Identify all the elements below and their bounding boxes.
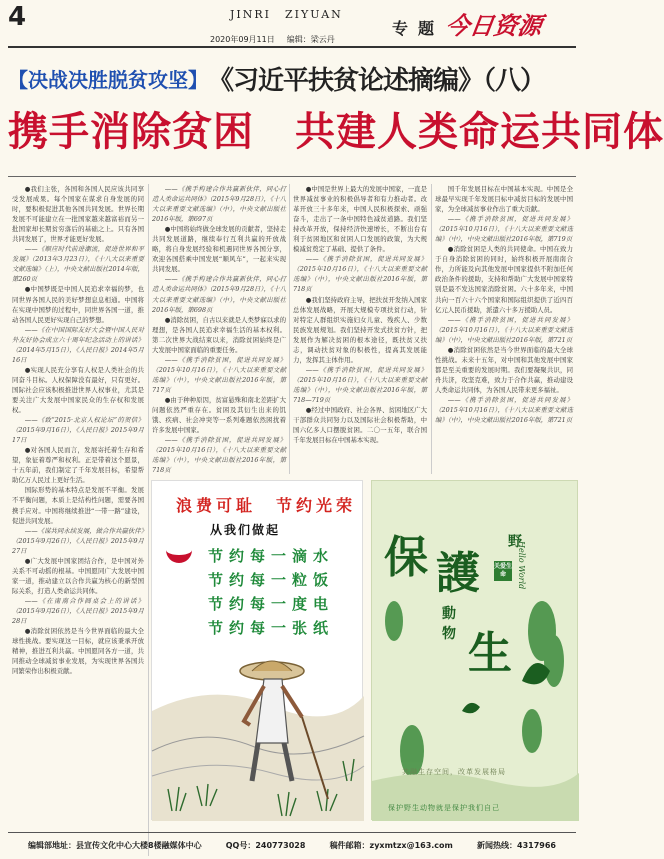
paragraph: ●经过中国政府、社会各界、贫困地区广大干部群众共同努力以及国际社会积极帮助，中国六亿多人口摆脱贫困。二〇一五年，联合国千年发展目标在中国基本实现。 [293, 406, 427, 445]
headline-rule [8, 176, 576, 177]
paragraph: ——《顺应时代前进潮流，促进世界和平发展》（2013年3月23日），《十八大以来重要文献选编》（上），中央文献出版社2014年版，第260页 [12, 245, 144, 284]
pinyin-jinri: JINRI [230, 8, 272, 21]
poster-line: 节约每一度电 [208, 595, 335, 613]
saving-poster [151, 480, 363, 820]
paragraph: ——《在中国国际友好大会暨中国人民对外友好协会成立六十周年纪念活动上的讲话》（2014年5月15日），《人民日报》2014年5月16日 [12, 325, 144, 364]
masthead-pinyin [230, 8, 357, 21]
qq-number: QQ号：240773028 [225, 840, 306, 850]
poster-caption: 共融生存空间，改革发展格局 [402, 768, 506, 776]
paragraph: 国际形势的基本特点是发展不平衡。发展不平衡问题，本质上是结构性问题，需要各国携手应对。中国将继续推进“一带一路”建设，促进共同发展。 [12, 486, 144, 525]
kicker-row [8, 58, 576, 98]
poster-char: 保 [384, 532, 428, 583]
article-column-1 [12, 184, 144, 856]
paragraph: ——《携手消除贫困，促进共同发展》（2015年10月16日），《十八大以来重要文献选编》（中），中央文献出版社2016年版，第718页 [293, 255, 427, 294]
masthead [0, 0, 584, 50]
poster-slogan: 浪费可耻 节约光荣 [176, 496, 357, 515]
paragraph: ●消除贫困依然是当今世界面临的最大全球性挑战。要实现这一目标，就应该秉承开放精神，推进互利共赢。中国愿同各方一道，共同推动全球减贫事业发展，为实现世界各国共同繁荣作出积极贡献。 [12, 627, 144, 676]
newspaper-logo: 今日资源 [443, 11, 544, 40]
submission-email: 稿件邮箱：zyxmtzx@163.com [329, 840, 453, 850]
poster-char: 護 [436, 548, 480, 599]
issue-date: 2020年09月11日 [210, 35, 275, 44]
paragraph: ●由于种种原因，贫富悬殊和南北差距扩大问题依然严重存在。贫困及其衍生出来的饥饿、疾病、社会冲突等一系列难题依然困扰着许多发展中国家。 [152, 395, 286, 435]
paragraph: ●广大发展中国家团结合作，是中国对外关系不可动摇的根基。中国愿同广大发展中国家一道，推动建立以合作共赢为核心的新型国际关系，打造人类命运共同体。 [12, 556, 144, 595]
column-divider [431, 184, 432, 474]
wildlife-poster [371, 480, 578, 820]
paragraph: ——《携手消除贫困，促进共同发展》（2015年10月16日），《十八大以来重要文献选编》（中），中央文献出版社2016年版，第721页 [435, 315, 573, 344]
poster-caption: 保护野生动物就是保护我们自己 [388, 804, 500, 812]
paragraph: ——《携手消除贫困，促进共同发展》（2015年10月16日），《十八大以来重要文献选编》（中），中央文献出版社2016年版，第719页 [435, 215, 573, 244]
editorial-address: 编辑部地址：县宣传文化中心大楼8楼融媒体中心 [28, 840, 202, 850]
poster-small-char: 物 [442, 626, 456, 642]
kicker: 【决战决胜脱贫攻坚】 [8, 67, 208, 92]
dateline [210, 34, 347, 45]
paragraph: ●中国是世界上最大的发展中国家，一直是世界减贫事业的积极倡导者和有力推动者。改革开放三十多年来，中国人民积极探索、顽强奋斗，走出了一条中国特色减贫道路。我们坚持改革开放，保持经济快速增长，不断出台有利于贫困地区和贫困人口发展的政策，为大规模减贫奠定了基础、提供了条件。 [293, 185, 427, 254]
article-column-4 [435, 184, 573, 474]
paragraph: ●消除贫困是人类的共同使命。中国在致力于自身消除贫困的同时，始终积极开展南南合作，力所能及向其他发展中国家提供不附加任何政治条件的援助，支持和帮助广大发展中国家特别是最不发达国家消除贫困。六十多年来，中国共向一百六十六个国家和国际组织提供了近四百亿元人民币援助，派遣六十多万援助人员。 [435, 245, 573, 314]
paragraph: ●消除贫困依然是当今世界面临的最大全球性挑战。未来十五年，对中国和其他发展中国家都是至关重要的发展时期。我们要凝聚共识，同舟共济，攻坚克难，致力于合作共赢，推动建设人类命运共同体，为各国人民带来更多福祉。 [435, 345, 573, 394]
paragraph: ●对各国人民而言，发展寄托着生存和希望，象征着尊严和权利。正是带着这个愿景，十五年前，我们制定了千年发展目标，希望帮助亿万人民过上更好生活。 [12, 446, 144, 485]
news-hotline: 新闻热线：4317966 [477, 840, 556, 850]
footer [8, 836, 576, 854]
page-number: 4 [8, 2, 27, 32]
paragraph: ——《携手消除贫困，促进共同发展》（2015年10月16日），《十八大以来重要文献选编》（中），中央文献出版社2016年版，第721页 [435, 395, 573, 425]
article-column-2 [152, 184, 286, 474]
paragraph: ●消除贫困，自古以来就是人类梦寐以求的理想，是各国人民追求幸福生活的基本权利。第二次世界大战结束以来，消除贫困始终是广大发展中国家面临的重要任务。 [152, 315, 286, 354]
column-divider [148, 184, 149, 856]
series-title: 《习近平扶贫论述摘编》（八） [208, 65, 546, 96]
paragraph: ——《致“2015·北京人权论坛”的贺信》（2015年9月16日），《人民日报》2015年9月17日 [12, 416, 144, 445]
article-column-3 [293, 184, 427, 474]
paragraph: ——《携手消除贫困，促进共同发展》（2015年10月16日），《十八大以来重要文献选编》（中），中央文献出版社2016年版，第718页 [152, 436, 286, 475]
headline: 携手消除贫困 共建人类命运共同体 [8, 109, 664, 155]
paragraph: ●中国将始终做全球发展的贡献者，坚持走共同发展道路，继续奉行互利共赢的开放战略，将自身发展经验和机遇同世界各国分享，欢迎各国搭乘中国发展“顺风车”，一起来实现共同发展。 [152, 225, 286, 274]
paragraph: ——《谋共同永续发展，做合作共赢伙伴》（2015年9月26日），《人民日报》2015年9月27日 [12, 526, 144, 555]
paragraph: ——《携手构建合作共赢新伙伴，同心打造人类命运共同体》（2015年9月28日），《十八大以来重要文献选编》（中），中央文献出版社2016年版，第697页 [152, 185, 286, 224]
poster-line: 节约每一粒饭 [208, 571, 335, 589]
footer-rule [8, 832, 576, 833]
paragraph: ●实现人民充分享有人权是人类社会的共同奋斗目标。人权保障没有最好，只有更好。国际社会应该积极推进世界人权事业，尤其是要关注广大发展中国家民众的生存权和发展权。 [12, 365, 144, 415]
editor-line: 编辑：梁云丹 [286, 35, 335, 44]
poster-tag: 关爱生命 [494, 561, 512, 581]
poster-subtitle: 从我们做起 [210, 523, 281, 537]
paragraph: ——《携手消除贫困，促进共同发展》（2015年10月16日），《十八大以来重要文献选编》（中），中央文献出版社2016年版，第718—719页 [293, 365, 427, 404]
paragraph: ●中国梦既是中国人民追求幸福的梦，也同世界各国人民的美好梦想息息相通。中国将在实现中国梦的过程中，同世界各国一道，推动各国人民更好实现自己的梦想。 [12, 285, 144, 324]
paragraph: ●我们坚持政府主导，把扶贫开发纳入国家总体发展战略，开展大规模专项扶贫行动，针对特定人群组织实施妇女儿童、残疾人、少数民族发展规划。我们坚持开发式扶贫方针，把发展作为解决贫困的根本途径，既扶贫又扶志，调动扶贫对象的积极性，提高其发展能力，发挥其主体作用。 [293, 295, 427, 364]
poster-line: 节约每一滴水 [208, 547, 335, 565]
paragraph: 国千年发展目标在中国基本实现。中国是全球最早实现千年发展目标中减贫目标的发展中国家，为全球减贫事业作出了重大贡献。 [435, 185, 573, 214]
paragraph: ——《在南南合作圆桌会上的讲话》（2015年9月26日），《人民日报》2015年9月28日 [12, 596, 144, 626]
poster-small-char: 動 [442, 606, 456, 622]
poster-char: 生 [468, 628, 512, 679]
pinyin-ziyuan: ZIYUAN [285, 8, 343, 21]
paragraph: ●我们主张，各国和各国人民应该共同享受发展成果。每个国家在谋求自身发展的同时，要积极促进其他各国共同发展。世界长期发展不可能建立在一批国家越来越富裕而另一批国家却长期贫穷落后的基础之上。只有各国共同发展了，世界才能更好发展。 [12, 185, 144, 244]
masthead-rule [8, 46, 576, 48]
paragraph: ——《携手消除贫困，促进共同发展》（2015年10月16日），《十八大以来重要文献选编》（中），中央文献出版社2016年版，第717页 [152, 355, 286, 394]
paragraph: ——《携手构建合作共赢新伙伴，同心打造人类命运共同体》（2015年9月28日），《十八大以来重要文献选编》（中），中央文献出版社2016年版，第698页 [152, 275, 286, 314]
column-divider [289, 184, 290, 474]
poster-small-char: 野 [508, 534, 522, 550]
poster-line: 节约每一张纸 [208, 619, 335, 637]
poster-handwriting: Hello World [517, 541, 526, 590]
section-label: 专题 [392, 19, 445, 38]
